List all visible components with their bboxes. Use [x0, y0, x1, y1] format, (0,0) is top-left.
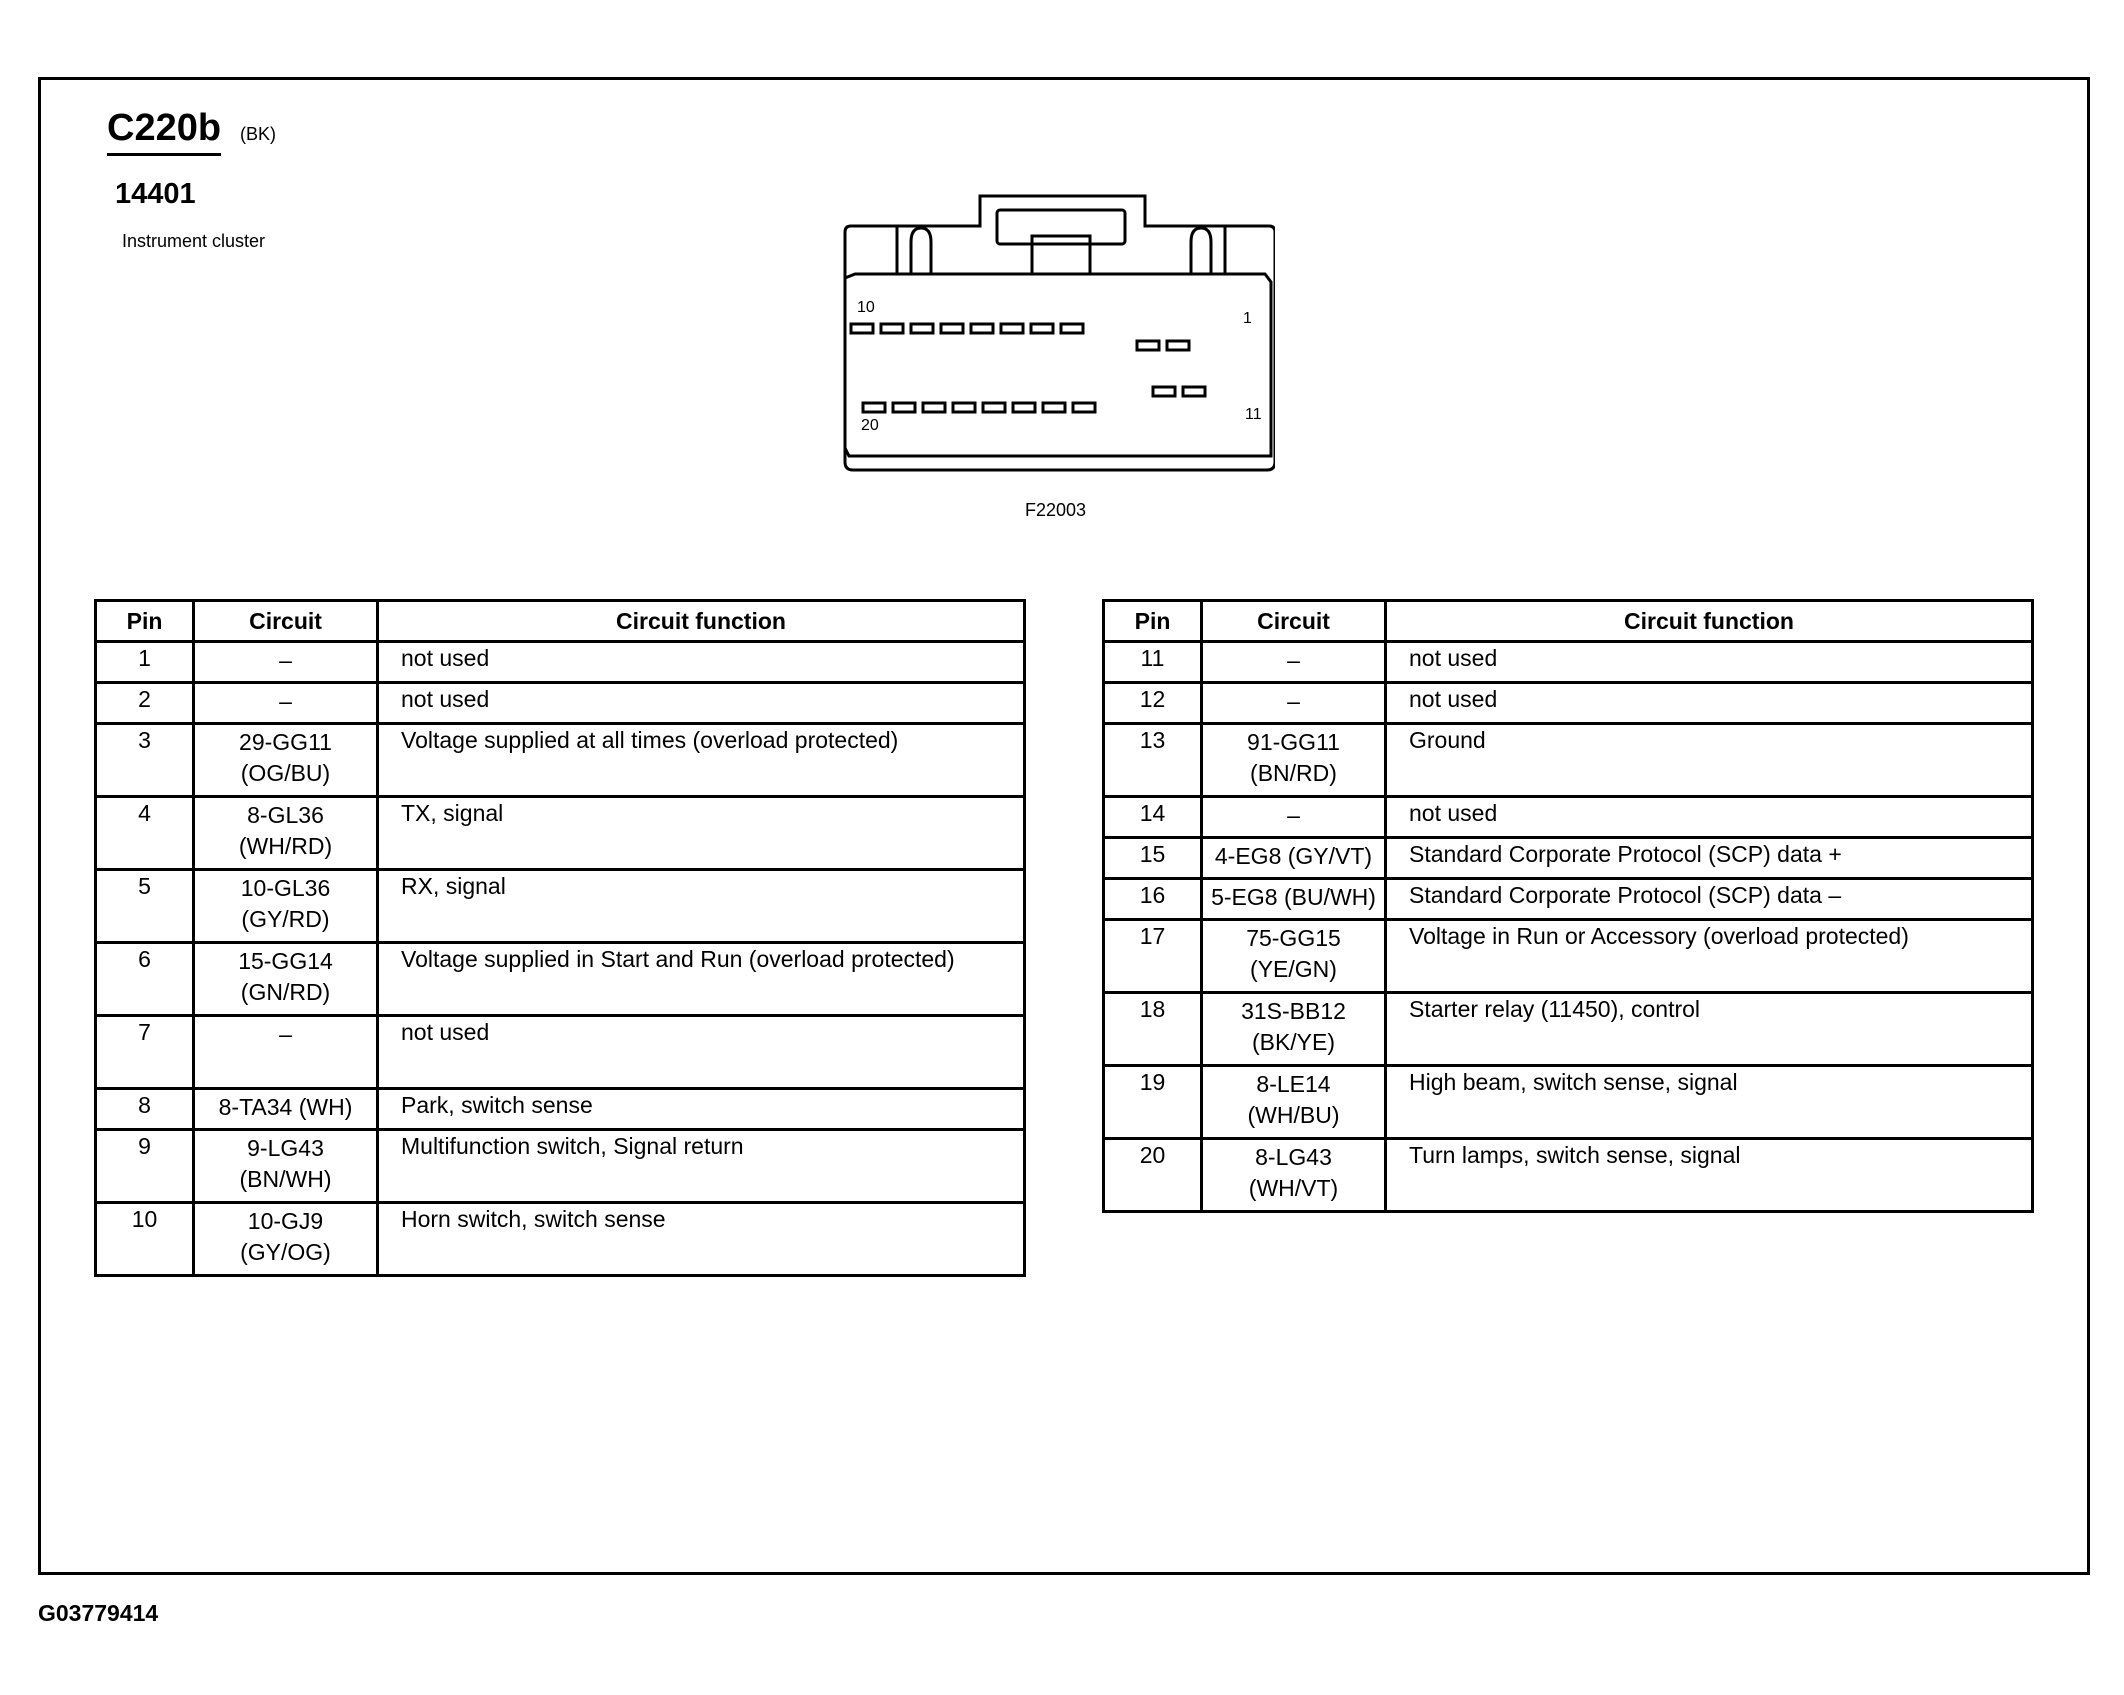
- table-row: [1104, 920, 2033, 993]
- table-row: [96, 1203, 1025, 1276]
- circuit-code: –: [279, 647, 292, 673]
- pin-number: 1: [96, 642, 194, 683]
- wire-color: (BN/WH): [239, 1166, 332, 1192]
- pin-number: 5: [96, 870, 194, 943]
- circuit-function: Voltage supplied in Start and Run (overload protected): [378, 943, 1025, 1016]
- circuit-code: –: [1287, 688, 1300, 714]
- figure-reference: F22003: [1025, 500, 1087, 520]
- circuit-code: 29-GG11: [239, 729, 332, 755]
- circuit-function: not used: [1386, 642, 2033, 683]
- pin-slot-14: [1043, 403, 1065, 412]
- table-row: [1104, 683, 2033, 724]
- circuit-cell: [194, 870, 378, 943]
- pin-slot-16: [983, 403, 1005, 412]
- circuit-function: RX, signal: [378, 870, 1025, 943]
- circuit-function: not used: [378, 1016, 1025, 1089]
- table-row: [1104, 993, 2033, 1066]
- table-row: [96, 1016, 1025, 1089]
- table-row: [1104, 642, 2033, 683]
- pin-slot-9: [881, 324, 903, 333]
- image-reference: G03779414: [38, 1600, 159, 1626]
- pin-label-20: 20: [861, 417, 879, 434]
- pin-slot-18: [923, 403, 945, 412]
- column-header-circuit: Circuit: [194, 601, 378, 642]
- circuit-cell: [194, 1016, 378, 1089]
- pin-number: 12: [1104, 683, 1202, 724]
- pin-number: 11: [1104, 642, 1202, 683]
- circuit-code: 8-GL36: [247, 802, 324, 828]
- pin-number: 15: [1104, 838, 1202, 879]
- circuit-cell: [1202, 838, 1386, 879]
- circuit-code: 10-GJ9: [247, 1208, 324, 1234]
- pin-number: 9: [96, 1130, 194, 1203]
- pin-number: 13: [1104, 724, 1202, 797]
- pin-label-11: 11: [1245, 406, 1262, 423]
- circuit-cell: [194, 642, 378, 683]
- circuit-cell: [194, 1130, 378, 1203]
- table-row: [96, 1089, 1025, 1130]
- pin-slot-13: [1073, 403, 1095, 412]
- pin-label-1: 1: [1243, 310, 1252, 327]
- circuit-function: Starter relay (11450), control: [1386, 993, 2033, 1066]
- table-row: [1104, 1139, 2033, 1212]
- pin-slot-7: [941, 324, 963, 333]
- circuit-cell: [1202, 683, 1386, 724]
- pin-slot-2: [1137, 341, 1159, 350]
- wire-color: (BK/YE): [1251, 1029, 1336, 1055]
- circuit-cell: [1202, 1066, 1386, 1139]
- bottom-pin-row: [863, 387, 1205, 412]
- circuit-code: 4-EG8 (GY/VT): [1214, 843, 1373, 869]
- pin-slot-17: [953, 403, 975, 412]
- table-row: [96, 797, 1025, 870]
- circuit-function: Standard Corporate Protocol (SCP) data +: [1386, 838, 2033, 879]
- table-row: [96, 870, 1025, 943]
- wire-color: (WH/VT): [1248, 1175, 1339, 1201]
- circuit-code: –: [1287, 647, 1300, 673]
- wire-color: (WH/BU): [1247, 1102, 1340, 1128]
- pin-label-10: 10: [857, 299, 875, 316]
- pin-slot-20: [863, 403, 885, 412]
- circuit-code: 8-LG43: [1255, 1144, 1332, 1170]
- circuit-cell: [1202, 920, 1386, 993]
- circuit-function: High beam, switch sense, signal: [1386, 1066, 2033, 1139]
- circuit-code: 15-GG14: [238, 948, 333, 974]
- circuit-cell: [1202, 724, 1386, 797]
- circuit-code: –: [279, 688, 292, 714]
- pin-number: 10: [96, 1203, 194, 1276]
- connector-face-diagram: [835, 192, 1275, 472]
- pin-number: 17: [1104, 920, 1202, 993]
- circuit-function: not used: [378, 642, 1025, 683]
- pin-number: 20: [1104, 1139, 1202, 1212]
- circuit-cell: [1202, 642, 1386, 683]
- column-header-circuit-function: Circuit function: [378, 601, 1025, 642]
- pin-slot-10: [851, 324, 873, 333]
- pin-number: 3: [96, 724, 194, 797]
- circuit-code: 75-GG15: [1246, 925, 1341, 951]
- table-row: [1104, 797, 2033, 838]
- pin-number: 4: [96, 797, 194, 870]
- pinout-table-pins-1-10: [94, 599, 1026, 1277]
- wire-color: (BN/RD): [1250, 760, 1337, 786]
- circuit-cell: [194, 683, 378, 724]
- circuit-cell: [194, 1203, 378, 1276]
- connector-color: (BK): [240, 124, 276, 144]
- part-number: 14401: [115, 178, 196, 210]
- circuit-code: 10-GL36: [240, 875, 331, 901]
- pin-slot-1: [1167, 341, 1189, 350]
- column-header-circuit: Circuit: [1202, 601, 1386, 642]
- circuit-function: TX, signal: [378, 797, 1025, 870]
- wire-color: (GY/RD): [241, 906, 330, 932]
- pinout-table-pins-11-20: [1102, 599, 2034, 1213]
- pin-number: 18: [1104, 993, 1202, 1066]
- table-row: [1104, 879, 2033, 920]
- circuit-cell: [1202, 879, 1386, 920]
- column-header-pin: Pin: [96, 601, 194, 642]
- pin-number: 2: [96, 683, 194, 724]
- wire-color: (GY/OG): [240, 1239, 331, 1265]
- circuit-code: 91-GG11: [1247, 729, 1340, 755]
- table-row: [1104, 724, 2033, 797]
- circuit-cell: [1202, 797, 1386, 838]
- part-description: Instrument cluster: [122, 231, 266, 251]
- pin-slot-4: [1031, 324, 1053, 333]
- pin-slot-19: [893, 403, 915, 412]
- pin-number: 8: [96, 1089, 194, 1130]
- pin-slot-8: [911, 324, 933, 333]
- wire-color: (GN/RD): [240, 979, 331, 1005]
- circuit-function: Standard Corporate Protocol (SCP) data –: [1386, 879, 2033, 920]
- circuit-cell: [194, 1089, 378, 1130]
- pin-slot-5: [1001, 324, 1023, 333]
- table-row: [96, 683, 1025, 724]
- wire-color: (YE/GN): [1250, 956, 1337, 982]
- circuit-function: not used: [1386, 797, 2033, 838]
- circuit-function: Ground: [1386, 724, 2033, 797]
- circuit-code: –: [1287, 802, 1300, 828]
- pin-number: 6: [96, 943, 194, 1016]
- pin-slot-3: [1061, 324, 1083, 333]
- pin-slot-15: [1013, 403, 1035, 412]
- circuit-cell: [194, 943, 378, 1016]
- pin-number: 14: [1104, 797, 1202, 838]
- circuit-function: Voltage supplied at all times (overload protected): [378, 724, 1025, 797]
- circuit-cell: [1202, 1139, 1386, 1212]
- circuit-cell: [1202, 993, 1386, 1066]
- pin-number: 7: [96, 1016, 194, 1089]
- table-row: [96, 724, 1025, 797]
- circuit-code: 9-LG43: [247, 1135, 324, 1161]
- column-header-circuit-function: Circuit function: [1386, 601, 2033, 642]
- pin-number: 19: [1104, 1066, 1202, 1139]
- wire-color: (WH/RD): [238, 833, 333, 859]
- circuit-function: not used: [378, 683, 1025, 724]
- top-pin-row: [851, 324, 1189, 350]
- circuit-function: Turn lamps, switch sense, signal: [1386, 1139, 2033, 1212]
- circuit-code: –: [279, 1021, 292, 1047]
- table-row: [96, 943, 1025, 1016]
- table-row: [1104, 1066, 2033, 1139]
- circuit-function: Voltage in Run or Accessory (overload protected): [1386, 920, 2033, 993]
- wire-color: [195, 1050, 376, 1081]
- table-row: [96, 1130, 1025, 1203]
- circuit-cell: [194, 797, 378, 870]
- circuit-code: 5-EG8 (BU/WH): [1211, 884, 1376, 910]
- circuit-function: Multifunction switch, Signal return: [378, 1130, 1025, 1203]
- connector-id: C220b: [107, 107, 221, 156]
- table-row: [1104, 838, 2033, 879]
- circuit-cell: [194, 724, 378, 797]
- pin-number: 16: [1104, 879, 1202, 920]
- circuit-function: Park, switch sense: [378, 1089, 1025, 1130]
- wire-color: (OG/BU): [240, 760, 331, 786]
- table-row: [96, 642, 1025, 683]
- circuit-function: Horn switch, switch sense: [378, 1203, 1025, 1276]
- circuit-code: 8-TA34 (WH): [218, 1094, 353, 1120]
- circuit-code: 31S-BB12: [1241, 998, 1346, 1024]
- pin-slot-11: [1183, 387, 1205, 396]
- pin-slot-6: [971, 324, 993, 333]
- circuit-function: not used: [1386, 683, 2033, 724]
- circuit-code: 8-LE14: [1256, 1071, 1331, 1097]
- column-header-pin: Pin: [1104, 601, 1202, 642]
- pin-slot-12: [1153, 387, 1175, 396]
